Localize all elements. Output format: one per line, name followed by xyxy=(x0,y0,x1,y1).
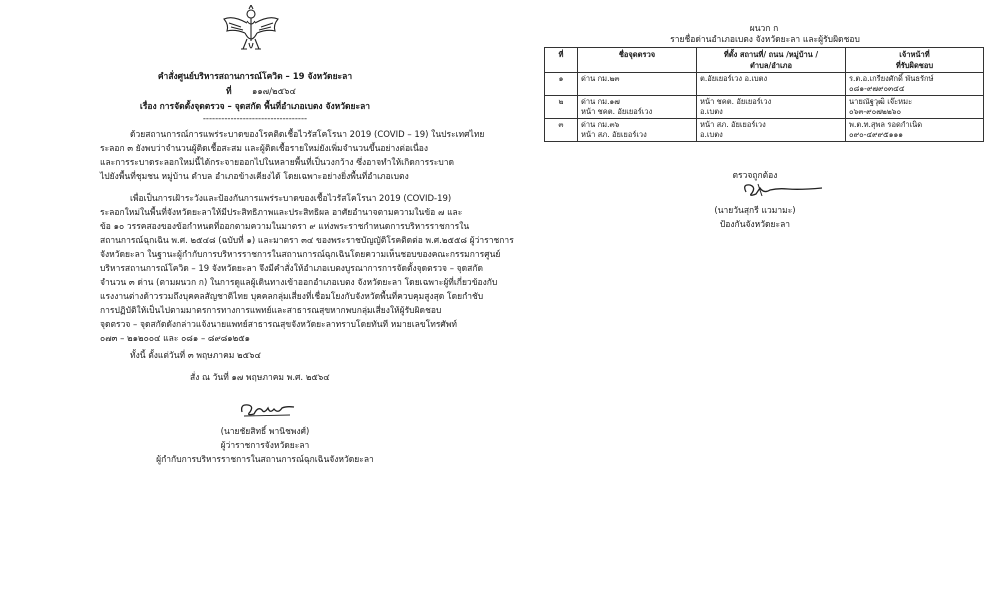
officer-phone: ๐๖๓-๙๐๗๒๒๖๐ xyxy=(849,107,902,116)
row-officer xyxy=(846,73,984,96)
header-line: ที่รับผิดชอบ xyxy=(895,61,934,70)
verified-label: ตรวจถูกต้อง xyxy=(732,171,778,181)
cell-line: หน้า ชคต. อัยเยอร์เวง xyxy=(700,97,772,106)
row-checkpoint xyxy=(578,119,697,142)
officer-name: พ.ต.ท.สุพล รอดกำเนิด xyxy=(849,120,923,129)
order-subject: เรื่อง การจัดตั้งจุดตรวจ – จุดสกัด พื้นที่อำเภอเบตง จังหวัดยะลา xyxy=(139,102,371,112)
paragraph-line: บริหารสถานการณ์โควิด – 19 จังหวัดยะลา จึงมีคำสั่งให้อำเภอเบตงบูรณาการการจัดตั้งจุดตรวจ – จุดสกัด xyxy=(100,264,484,274)
paragraph-line: จุดตรวจ – จุดสกัดดังกล่าวแจ้งนายแพทย์สาธารณสุขจังหวัดยะลาทราบโดยทันที หมายเลขโทรศัพท์ xyxy=(100,320,458,330)
governor-signature xyxy=(238,398,298,420)
paragraph-line: เพื่อเป็นการเฝ้าระวังและป้องกันการแพร่ระบาดของเชื้อไวรัสโคโรนา 2019 (COVID-19) xyxy=(130,194,452,204)
row-officer xyxy=(846,96,984,119)
cell-line: ด่าน กม.๓๖ xyxy=(581,120,620,129)
cell-line: ด่าน กม.๑๗ xyxy=(581,97,620,106)
order-divider: ---------------------------------- xyxy=(202,114,308,124)
checkpoint-table xyxy=(544,47,984,142)
paragraph-line: จำนวน ๓ ด่าน (ตามผนวก ก) ในการดูแลผู้เดินทางเข้าออกอำเภอเบตง จังหวัดยะลา โดยเฉพาะผู้ที่เกี่ยวข้องกับ xyxy=(100,278,498,288)
order-number-label: ที่ xyxy=(226,87,232,97)
signer-title-2: ผู้กำกับการบริหารราชการในสถานการณ์ฉุกเฉินจังหวัดยะลา xyxy=(156,455,374,465)
table-header-row xyxy=(545,48,984,73)
paragraph-line: สถานการณ์ฉุกเฉิน พ.ศ. ๒๕๔๘ (ฉบับที่ ๑) และมาตรา ๓๔ ของพระราชบัญญัติโรคติดต่อ พ.ศ.๒๕๕๘ ผู้ว่าราชการ xyxy=(100,236,514,246)
verifier-name: (นายวันสุกรี แวมามะ) xyxy=(714,206,796,216)
cell-line: หน้า สภ. อัยเยอร์เวง xyxy=(581,130,647,139)
row-location xyxy=(697,119,846,142)
col-header-no: ที่ xyxy=(545,48,578,73)
signer-name: (นายชัยสิทธิ์ พานิชพงศ์) xyxy=(220,427,310,437)
row-location xyxy=(697,96,846,119)
officer-name: นายณัฐวุฒิ เจ๊ะหมะ xyxy=(849,97,913,106)
row-number: ๑ xyxy=(545,73,578,96)
paragraph-line: ด้วยสถานการณ์การแพร่ระบาดของโรคติดเชื้อไวรัสโคโรนา 2019 (COVID – 19) ในประเทศไทย xyxy=(130,130,485,140)
paragraph-line: ระลอกใหม่ในพื้นที่จังหวัดยะลาให้มีประสิทธิภาพและประสิทธิผล อาศัยอำนาจตามความในข้อ ๗ และ xyxy=(100,208,463,218)
row-officer xyxy=(846,119,984,142)
header-line: เจ้าหน้าที่ xyxy=(899,50,930,59)
paragraph-line: ระลอก ๓ ยังพบว่าจำนวนผู้ติดเชื้อสะสม และผู้ติดเชื้อรายใหม่ยังเพิ่มจำนวนขึ้นอย่างต่อเนื่อง xyxy=(100,144,429,154)
order-number: ๑๑๗/๒๕๖๔ xyxy=(252,87,296,97)
verifier-title: ป้องกันจังหวัดยะลา xyxy=(719,220,791,230)
paragraph-line: ข้อ ๑๐ วรรคสองของข้อกำหนดที่ออกตามความในมาตรา ๙ แห่งพระราชกำหนดการบริหารราชการใน xyxy=(100,222,470,232)
order-title: คำสั่งศูนย์บริหารสถานการณ์โควิด – 19 จังหวัดยะลา xyxy=(157,72,353,82)
officer-phone: ๐๙๐-๔๙๙๕๑๑๑ xyxy=(849,130,903,139)
row-number: ๒ xyxy=(545,96,578,119)
row-checkpoint xyxy=(578,96,697,119)
table-row xyxy=(545,119,984,142)
cell-line: ด่าน กม.๒๓ xyxy=(581,74,620,83)
cell-line: อ.เบตง xyxy=(700,107,723,116)
effective-date: ทั้งนี้ ตั้งแต่วันที่ ๓ พฤษภาคม ๒๕๖๔ xyxy=(130,351,261,361)
officer-phone: ๐๘๑-๙๗๙๐๓๔๔ xyxy=(849,84,905,93)
row-number: ๓ xyxy=(545,119,578,142)
paragraph-line: แรงงานต่างด้าวรวมถึงบุคคลสัญชาติไทย บุคคลกลุ่มเสี่ยงที่เชื่อมโยงกับจังหวัดพื้นที่ควบคุมสูงสุด โดยกำชับ xyxy=(100,292,484,302)
paragraph-line: ๐๗๓ – ๒๑๒๐๐๔ และ ๐๘๑ – ๘๙๘๑๒๕๑ xyxy=(100,334,251,344)
paragraph-line: จังหวัดยะลา ในฐานะผู้กำกับการบริหารราชการในสถานการณ์ฉุกเฉินโดยความเห็นชอบของคณะกรรมการศูนย์ xyxy=(100,250,501,260)
col-header-checkpoint: ชื่อจุดตรวจ xyxy=(578,48,697,73)
header-line: ตำบล/อำเภอ xyxy=(750,61,792,70)
ordered-date: สั่ง ณ วันที่ ๑๗ พฤษภาคม พ.ศ. ๒๕๖๔ xyxy=(190,373,330,383)
paragraph-line: การปฏิบัติให้เป็นไปตามมาตรการทางการแพทย์และสาธารณสุขหากพบกลุ่มเสี่ยงให้ผู้รับผิดชอบ xyxy=(100,306,442,316)
row-checkpoint xyxy=(578,73,697,96)
cell-line: หน้า ชคต. อัยเยอร์เวง xyxy=(581,107,653,116)
row-location xyxy=(697,73,846,96)
table-row xyxy=(545,96,984,119)
cell-line: หน้า สภ. อัยเยอร์เวง xyxy=(700,120,766,129)
header-line: ที่ตั้ง สถานที่/ ถนน /หมู่บ้าน / xyxy=(723,50,819,59)
officer-name: ร.ต.อ.เกรียงศักดิ์ พันธรักษ์ xyxy=(849,74,934,83)
verifier-signature xyxy=(738,180,828,200)
col-header-location xyxy=(697,48,846,73)
annex-title: ผนวก ก xyxy=(749,24,779,34)
signer-title: ผู้ว่าราชการจังหวัดยะลา xyxy=(220,441,310,451)
paragraph-line: และการระบาดระลอกใหม่นี้ได้กระจายออกไปในหลายพื้นที่เป็นวงกว้าง ซึ่งอาจทำให้เกิดการระบาด xyxy=(100,158,455,168)
cell-line: อ.เบตง xyxy=(700,130,723,139)
table-row xyxy=(545,73,984,96)
annex-subtitle: รายชื่อด่านอำเภอเบตง จังหวัดยะลา และผู้รับผิดชอบ xyxy=(670,35,860,45)
garuda-emblem-icon xyxy=(221,5,281,55)
paragraph-line: ไปยังพื้นที่ชุมชน หมู่บ้าน ตำบล อำเภอข้างเคียงได้ โดยเฉพาะอย่างยิ่งพื้นที่อำเภอเบตง xyxy=(100,172,409,182)
col-header-officer xyxy=(846,48,984,73)
cell-line: ต.อัยเยอร์เวง อ.เบตง xyxy=(700,74,768,83)
